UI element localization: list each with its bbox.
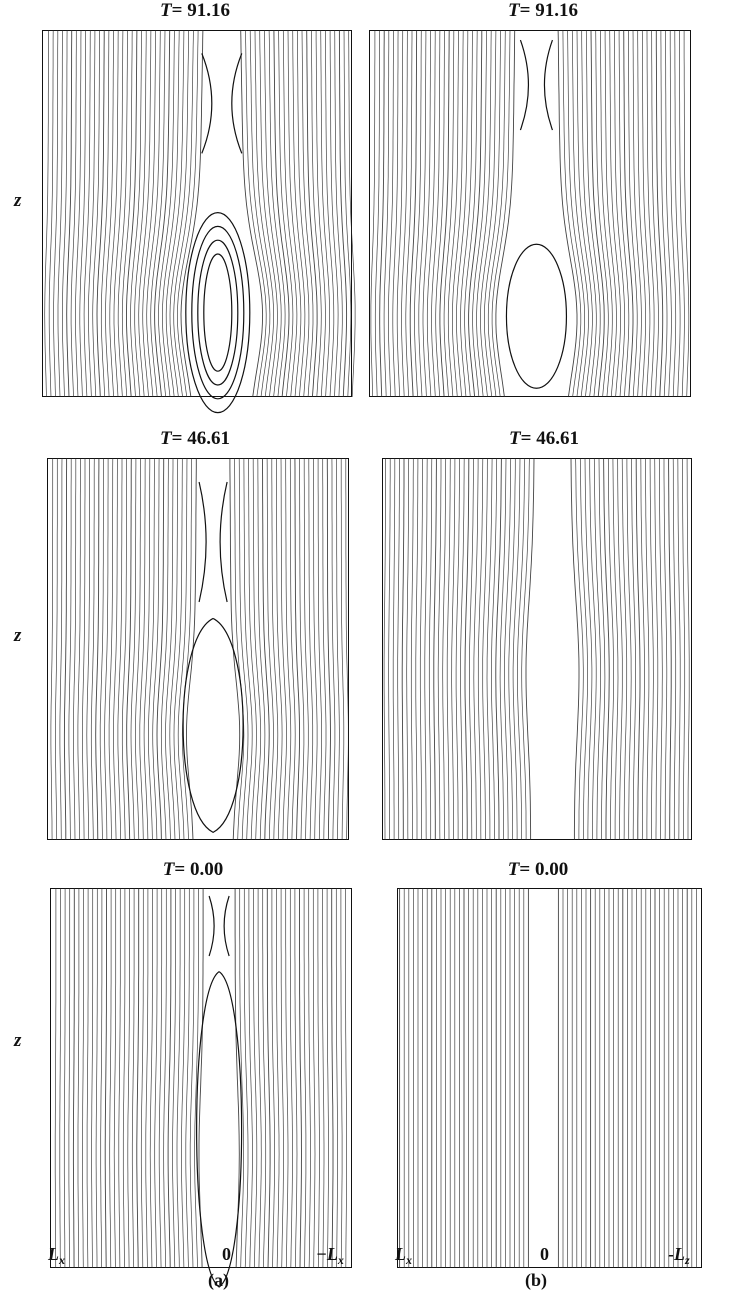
flux-line: [526, 458, 534, 840]
flux-line: [563, 30, 581, 397]
title-value: = 91.16: [171, 0, 230, 21]
title-var: T: [162, 859, 175, 880]
flux-line: [147, 30, 161, 397]
flux-line: [622, 458, 627, 840]
title-var: T: [509, 428, 521, 449]
caption-a: (a): [208, 1270, 229, 1290]
flux-line: [137, 888, 139, 1268]
flux-line: [600, 30, 612, 397]
flux-line: [304, 458, 308, 840]
flux-line: [55, 458, 57, 840]
flux-line: [114, 888, 116, 1268]
flux-line: [96, 458, 99, 840]
flux-line: [173, 888, 176, 1268]
flux-line: [281, 888, 283, 1268]
flux-line: [290, 888, 292, 1268]
title-var: T: [508, 0, 520, 21]
z-axis-label-bot: z: [14, 1030, 22, 1051]
flux-line: [309, 888, 311, 1268]
flux-line: [371, 30, 375, 397]
flux-line: [327, 888, 328, 1268]
tick-text: −L: [316, 1244, 338, 1264]
flux-line: [300, 888, 302, 1268]
flux-line: [153, 458, 159, 840]
flux-line: [452, 458, 455, 840]
flux-line: [327, 458, 330, 840]
flux-line: [469, 30, 482, 397]
flux-line: [341, 458, 344, 840]
flux-line: [337, 458, 340, 840]
flux-line: [522, 458, 530, 840]
lens-contour: [197, 972, 242, 1287]
tick-sub: x: [59, 1253, 65, 1267]
flux-line: [110, 888, 111, 1268]
flux-line: [478, 458, 483, 840]
flux-line: [684, 30, 689, 397]
flux-line: [487, 458, 492, 840]
flux-line: [174, 30, 194, 397]
flux-line: [105, 888, 106, 1268]
flux-line: [286, 888, 288, 1268]
flux-lines: [400, 888, 697, 1268]
flux-line: [101, 30, 109, 397]
flux-line: [300, 458, 304, 840]
flux-line: [295, 458, 300, 840]
flux-line: [91, 458, 94, 840]
flux-line: [332, 888, 333, 1268]
flux-line: [82, 458, 85, 840]
z-axis-label-top: z: [14, 190, 22, 211]
flux-line: [415, 30, 422, 397]
flux-line: [58, 30, 62, 397]
panel-title-b-top: [443, 0, 643, 22]
flux-line: [54, 30, 58, 397]
flux-line: [181, 888, 184, 1268]
flux-line: [627, 458, 631, 840]
flux-line: [336, 888, 337, 1268]
title-value: = 46.61: [171, 428, 230, 449]
flux-line: [474, 458, 478, 840]
flux-line: [267, 458, 273, 840]
flux-line: [465, 30, 478, 397]
flux-line: [419, 30, 426, 397]
flux-line: [425, 458, 427, 840]
flux-line: [585, 458, 592, 840]
flux-line: [323, 888, 325, 1268]
x-tick-right-b: [668, 1244, 690, 1268]
tick-text: -L: [668, 1244, 685, 1264]
flux-line: [258, 888, 261, 1268]
flux-line: [92, 888, 93, 1268]
lens-contour: [183, 618, 243, 832]
flux-line: [664, 458, 667, 840]
flux-line: [114, 458, 118, 840]
flux-line: [586, 30, 600, 397]
flux-line: [164, 888, 167, 1268]
flux-line: [517, 458, 524, 840]
flux-line: [109, 458, 113, 840]
panel-border: [398, 889, 702, 1268]
flux-line: [67, 30, 72, 397]
flux-line: [73, 458, 75, 840]
flux-line: [346, 458, 349, 840]
flux-line: [313, 888, 315, 1268]
flux-line: [168, 888, 171, 1268]
flux-line: [438, 458, 441, 840]
flux-line: [155, 888, 157, 1268]
flux-line: [69, 888, 70, 1268]
title-value: = 46.61: [520, 428, 579, 449]
flux-line: [150, 888, 152, 1268]
flux-line: [496, 30, 515, 397]
flux-lines: [51, 458, 348, 840]
flux-line: [97, 30, 104, 397]
flux-line: [576, 458, 584, 840]
flux-line: [186, 888, 190, 1268]
title-value: = 91.16: [519, 0, 578, 21]
flux-line: [473, 30, 487, 397]
flux-line: [255, 30, 274, 397]
island-contour: [506, 244, 566, 388]
tick-text: L: [395, 1244, 406, 1264]
flux-line: [143, 30, 156, 397]
flux-line: [60, 458, 62, 840]
flux-line: [131, 458, 136, 840]
flux-line: [678, 458, 680, 840]
flux-line: [461, 30, 473, 397]
flux-line: [119, 888, 121, 1268]
flux-line: [272, 888, 275, 1268]
flux-line: [384, 458, 386, 840]
flux-lines: [45, 30, 355, 413]
flux-line: [146, 888, 148, 1268]
flux-line: [318, 458, 322, 840]
tick-sub: z: [685, 1253, 690, 1267]
flux-line: [384, 30, 389, 397]
flux-line: [411, 458, 413, 840]
flux-lines: [371, 30, 689, 397]
flux-line: [293, 30, 305, 397]
flux-line: [687, 458, 689, 840]
flux-line: [673, 458, 676, 840]
flux-line: [139, 30, 151, 397]
flux-line: [443, 458, 446, 840]
flux-line: [591, 30, 604, 397]
flux-line: [177, 888, 180, 1268]
flux-line: [335, 30, 343, 397]
tick-sub: x: [406, 1253, 412, 1267]
flux-line: [295, 888, 297, 1268]
flux-line: [170, 30, 189, 397]
flux-line: [101, 888, 102, 1268]
flux-line: [277, 888, 280, 1268]
flux-line: [123, 888, 125, 1268]
flux-line: [679, 30, 684, 397]
flux-line: [641, 458, 645, 840]
flux-line: [105, 458, 109, 840]
flux-line: [596, 30, 609, 397]
flux-line: [402, 458, 404, 840]
flux-line: [96, 888, 97, 1268]
flux-line: [513, 458, 520, 840]
flux-line: [346, 888, 347, 1268]
flux-line: [388, 30, 393, 397]
flux-line: [60, 888, 61, 1268]
title-var: T: [160, 428, 172, 449]
flux-line: [244, 888, 248, 1268]
flux-line: [632, 458, 636, 840]
flux-line: [263, 888, 266, 1268]
panel-title-b-mid: [444, 428, 644, 450]
flux-line: [73, 888, 74, 1268]
panel-border: [48, 459, 349, 840]
flux-line: [141, 888, 143, 1268]
flux-line: [159, 888, 162, 1268]
flux-line: [267, 888, 270, 1268]
flux-line: [122, 458, 126, 840]
flux-line: [83, 888, 84, 1268]
flux-line: [132, 888, 134, 1268]
flux-line: [135, 458, 140, 840]
title-value: = 0.00: [519, 859, 569, 880]
flux-line: [465, 458, 469, 840]
flux-line: [429, 458, 432, 840]
flux-line: [127, 458, 132, 840]
flux-line: [571, 458, 579, 840]
separatrix: [520, 40, 552, 130]
flux-line: [87, 458, 90, 840]
flux-line: [190, 888, 194, 1268]
flux-line: [269, 30, 285, 397]
panel-title-a-top: [95, 0, 295, 22]
x-tick-center-b: 0: [540, 1244, 549, 1264]
flux-line: [128, 888, 130, 1268]
contour-panel-b-top: [369, 30, 691, 397]
flux-line: [447, 458, 450, 840]
flux-line: [339, 30, 346, 397]
flux-line: [290, 458, 295, 840]
flux-line: [483, 458, 488, 840]
flux-line: [645, 458, 649, 840]
flux-line: [286, 458, 291, 840]
flux-line: [393, 458, 395, 840]
panel-title-a-mid: [95, 428, 295, 450]
flux-line: [406, 30, 412, 397]
flux-line: [151, 30, 165, 397]
flux-line: [304, 888, 306, 1268]
flux-line: [618, 458, 623, 840]
island-contour: [204, 254, 232, 371]
flux-line: [55, 888, 56, 1268]
separatrix: [209, 896, 229, 956]
flux-line: [332, 458, 335, 840]
z-axis-label-mid: z: [14, 625, 22, 646]
flux-line: [659, 458, 662, 840]
flux-line: [157, 458, 164, 840]
flux-line: [84, 30, 90, 397]
title-value: = 0.00: [174, 859, 224, 880]
flux-line: [89, 30, 95, 397]
flux-line: [380, 30, 385, 397]
flux-line: [78, 888, 79, 1268]
flux-line: [613, 458, 618, 840]
tick-text: L: [48, 1244, 59, 1264]
flux-line: [344, 30, 351, 397]
flux-line: [683, 458, 685, 840]
flux-line: [580, 458, 587, 840]
title-var: T: [160, 0, 172, 21]
island-contour: [186, 213, 250, 413]
flux-line: [656, 30, 662, 397]
flux-line: [636, 458, 640, 840]
x-tick-right-a: [316, 1244, 344, 1268]
flux-line: [78, 458, 81, 840]
flux-line: [288, 30, 301, 397]
flux-line: [100, 458, 103, 840]
title-var: T: [507, 859, 520, 880]
flux-line: [652, 30, 659, 397]
flux-line: [279, 30, 293, 397]
flux-line: [410, 30, 416, 397]
flux-line: [420, 458, 422, 840]
contour-panel-a-bot: [50, 888, 352, 1268]
separatrix: [199, 482, 227, 602]
flux-line: [93, 30, 100, 397]
flux-line: [492, 30, 510, 397]
flux-lines: [55, 888, 346, 1287]
flux-line: [650, 458, 653, 840]
tick-sub: x: [337, 1253, 344, 1267]
island-contour: [192, 226, 244, 398]
flux-line: [309, 458, 313, 840]
panel-border: [383, 459, 692, 840]
flux-line: [313, 458, 317, 840]
flux-line: [45, 30, 49, 397]
panel-title-a-bot: [93, 859, 293, 881]
flux-line: [456, 458, 460, 840]
contour-panel-a-top: [42, 30, 352, 397]
separatrix: [202, 53, 242, 153]
x-tick-center-a: 0: [222, 1244, 231, 1264]
caption-b: (b): [525, 1270, 547, 1290]
flux-line: [87, 888, 88, 1268]
x-tick-left-b: [395, 1244, 412, 1268]
flux-line: [64, 458, 66, 840]
flux-line: [283, 30, 297, 397]
flux-line: [434, 458, 437, 840]
flux-line: [416, 458, 418, 840]
flux-line: [249, 888, 253, 1268]
flux-line: [407, 458, 409, 840]
flux-line: [398, 458, 400, 840]
flux-lines: [384, 458, 689, 840]
flux-line: [250, 30, 270, 397]
flux-line: [375, 30, 379, 397]
flux-line: [159, 30, 175, 397]
flux-line: [669, 458, 672, 840]
flux-line: [51, 458, 53, 840]
flux-line: [64, 888, 65, 1268]
flux-line: [62, 30, 67, 397]
flux-line: [254, 888, 257, 1268]
flux-line: [647, 30, 654, 397]
flux-line: [318, 888, 320, 1268]
flux-line: [49, 30, 53, 397]
flux-line: [558, 30, 577, 397]
panel-title-b-bot: [438, 859, 638, 881]
contour-panel-a-mid: [47, 458, 349, 840]
flux-line: [661, 30, 667, 397]
flux-line: [118, 458, 122, 840]
contour-panel-b-bot: [397, 888, 702, 1268]
flux-line: [69, 458, 71, 840]
flux-line: [341, 888, 342, 1268]
flux-line: [241, 30, 263, 397]
flux-line: [389, 458, 391, 840]
flux-line: [461, 458, 465, 840]
flux-line: [655, 458, 658, 840]
flux-line: [323, 458, 326, 840]
flux-line: [263, 458, 270, 840]
contour-panel-b-mid: [382, 458, 692, 840]
x-tick-left-a: [48, 1244, 65, 1268]
flux-line: [469, 458, 473, 840]
